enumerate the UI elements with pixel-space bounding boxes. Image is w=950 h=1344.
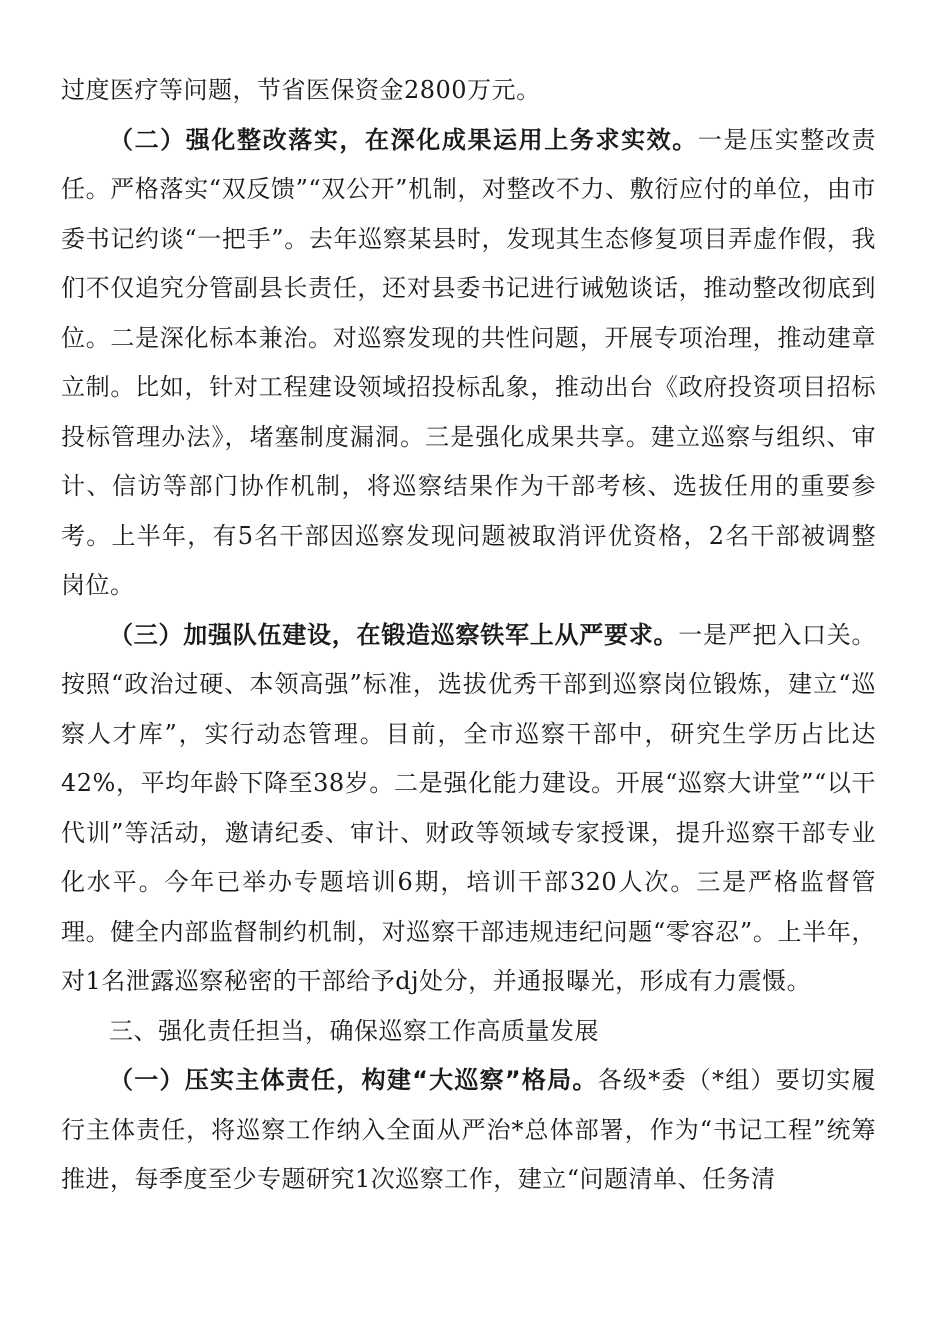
paragraph-text: 一是压实整改责任。严格落实“双反馈”“双公开”机制，对整改不力、敷衍应付的单位，由市委书记约谈“一把手”。去年巡察某县时，发现其生态修复项目弄虚作假，我们不仅追究分管副县长责任，还对县委书记进行诫勉谈话，推动整改彻底到位。二是深化标本兼治。对巡察发现的共性问题，开展专项治理，推动建章立制。比如，针对工程建设领域招投标乱象，推动出台《政府投资项目招标投标管理办法》，堵塞制度漏洞。三是强化成果共享。建立巡察与组织、审计、信访等部门协作机制，将巡察结果作为干部考核、选拔任用的重要参考。上半年，有5名干部因巡察发现问题被取消评优资格，2名干部被调整岗位。 [61,125,877,599]
paragraph-text: 过度医疗等问题，节省医保资金2800万元。 [61,76,541,104]
paragraph-text: 各级*委（*组）要切实履行主体责任，将巡察工作纳入全面从严治*总体部署，作为“书记工程”统筹推进，每季度至少专题研究1次巡察工作，建立“问题清单、任务清 [61,1066,877,1193]
chapter-heading-text: 三、强化责任担当，确保巡察工作高质量发展 [109,1016,599,1045]
section-heading-3: （三）加强队伍建设，在锻造巡察铁军上从严要求。 [109,620,679,649]
section-heading-2: （二）强化整改落实，在深化成果运用上务求实效。 [109,125,698,154]
section-heading-1: （一）压实主体责任，构建“大巡察”格局。 [109,1066,598,1094]
chapter-heading-3 [61,1007,876,1057]
paragraph-main-responsibility [61,1056,876,1205]
paragraph-rectification [61,116,876,611]
paragraph-team-building [61,611,876,1007]
paragraph-text: 一是严把入口关。按照“政治过硬、本领高强”标准，选拔优秀干部到巡察岗位锻炼，建立“巡察人才库”，实行动态管理。目前，全市巡察干部中，研究生学历占比达42%，平均年龄下降至38岁。二是强化能力建设。开展“巡察大讲堂”“以干代训”等活动，邀请纪委、审计、财政等领域专家授课，提升巡察干部专业化水平。今年已举办专题培训6期，培训干部320人次。三是严格监督管理。健全内部监督制约机制，对巡察干部违规违纪问题“零容忍”。上半年，对1名泄露巡察秘密的干部给予dj处分，并通报曝光，形成有力震慑。 [61,620,876,995]
document-body [61,66,876,1205]
paragraph-continuation [61,66,876,116]
